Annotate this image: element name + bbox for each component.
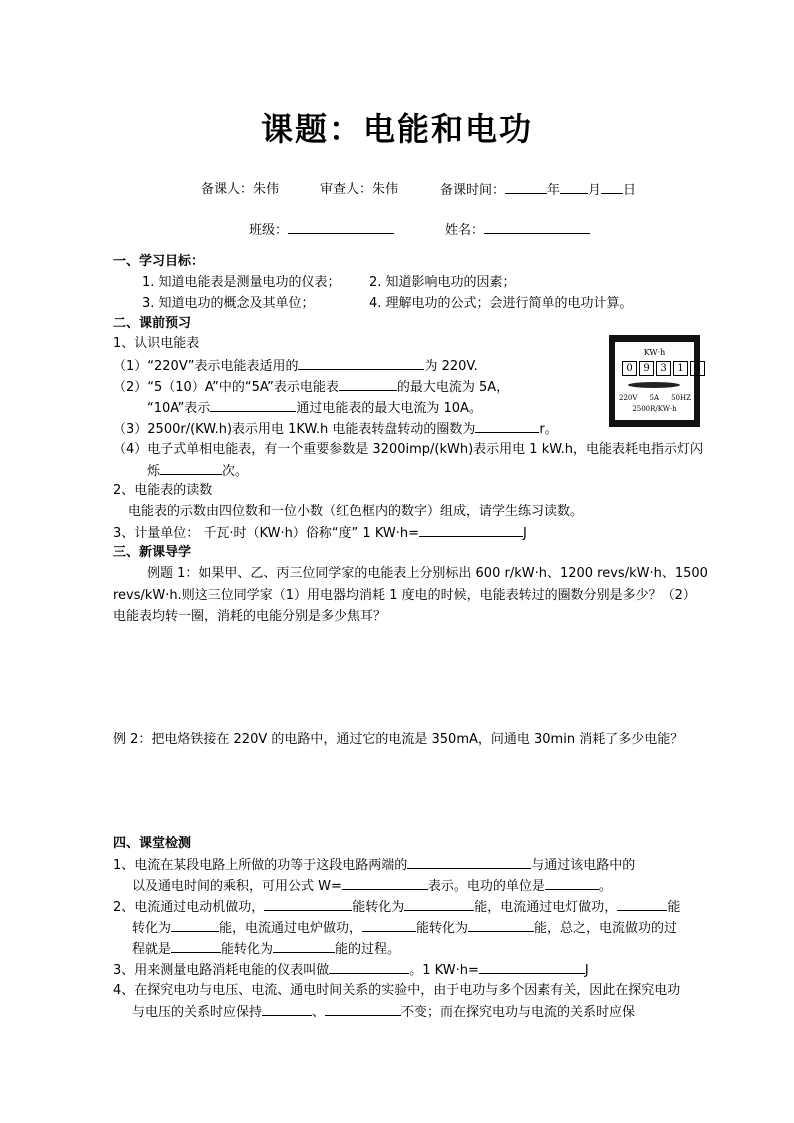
day-label: 日 [623,183,637,198]
meter-digit: 9 [639,361,654,376]
unit-tail: J [523,526,527,541]
q3-tail: r。 [539,422,558,437]
name-blank[interactable] [484,220,590,234]
i2-blank-6[interactable] [468,918,534,932]
i2-blank-3[interactable] [617,897,667,911]
i1e-text: 。 [598,879,612,894]
question-3 [113,419,558,440]
month-blank[interactable] [560,180,588,194]
prep-time-label: 备课时间： [440,183,506,198]
i1-blank-2[interactable] [342,876,428,890]
question-2 [113,377,509,398]
item-2 [113,897,680,918]
i2d-text: 能 [667,900,681,915]
reviewer: 审查人：朱伟 [320,182,399,197]
i2b-text: 能转化为 [352,900,405,915]
reading-text: 电能表的示数由四位数和一位小数（红色框内的数字）组成，请学生练习读数。 [128,504,584,519]
i2g-text: 能转化为 [416,921,469,936]
i2e-text: 转化为 [132,921,172,936]
sub-heading-meter: 1、认识电能表 [113,336,200,351]
i2a-text: 2、电流通过电动机做功， [113,900,265,915]
item-1 [113,855,635,876]
preparer-text: 备课人：朱伟 [201,182,280,197]
class-label: 班级： [249,223,289,238]
example-1-line-3: 电能表均转一圈，消耗的电能分别是多少焦耳？ [113,609,387,624]
i2-blank-8[interactable] [273,939,335,953]
question-4: （4）电子式单相电能表，有一个重要参数是 3200imp/(kWh)表示用电 1 kW.h，电能表耗电指示灯闪 [113,442,703,457]
i2-blank-7[interactable] [171,939,221,953]
unit-text: 3、计量单位： 千瓦·时（KW·h）俗称“度” 1 KW·h= [113,526,420,541]
item-3 [113,960,589,981]
example-1-line-2: revs/kW·h.则这三位同学家（1）用电器均消耗 1 度电的时候，电能表转过的圈数分别是多少？（2） [113,588,696,603]
meter-digit: 6 [690,361,705,376]
i3a-text: 3、用来测量电路消耗电能的仪表叫做 [113,963,330,978]
prep-time [440,180,636,201]
goal-4: 4. 理解电功的公式；会进行简单的电功计算。 [369,296,633,311]
i4-blank-2[interactable] [325,1002,401,1016]
question-4b [147,461,248,482]
i1-text-b: 与通过该电路中的 [531,858,636,873]
meter-volt: 220V [619,394,638,402]
i3-blank-2[interactable] [479,960,585,974]
i2j-text: 能转化为 [221,942,274,957]
item-4: 4、在探究电功与电压、电流、通电时间关系的实验中，由于电功与多个因素有关，因此在探究电功 [113,983,681,998]
q2d-text: 通过电能表的最大电流为 10A。 [296,401,482,416]
i2-blank-1[interactable] [264,897,352,911]
meter-digits [622,361,707,376]
preparer [201,180,279,200]
section-3-heading: 三、新课导学 [113,545,192,560]
i3b-text: 。1 KW·h= [409,963,479,978]
q2-tail: 的最大电流为 5A， [396,380,510,395]
q4b-text: 烁 [147,464,161,479]
goal-2: 2. 知道影响电功的因素； [369,275,516,290]
sub-heading-reading: 2、电能表的读数 [113,483,213,498]
item-1b [132,876,612,897]
i1c-text: 以及通电时间的乘积，可用公式 W= [132,879,342,894]
i4-blank-1[interactable] [262,1002,312,1016]
q2-text: （2）“5（10）A”中的“5A”表示电能表 [113,380,339,395]
unit-line [113,523,527,544]
q3-text: （3）2500r/(KW.h)表示用电 1KW.h 电能表转盘转动的圈数为 [113,422,476,437]
page-title: 课题：电能和电功 [260,110,533,148]
i2i-text: 程就是 [132,942,172,957]
i1-blank-3[interactable] [545,876,599,890]
day-blank[interactable] [601,180,623,194]
section-1-heading: 一、学习目标： [113,254,205,269]
q2-blank-1[interactable] [339,377,397,391]
i4d-text: 不变；而在探究电功与电流的关系时应保 [401,1005,636,1020]
item-4b [132,1002,635,1023]
question-2b [147,398,482,419]
meter-spec [619,394,691,402]
year-label: 年 [547,183,561,198]
meter-face [615,342,701,420]
section-4-heading: 四、课堂检测 [113,836,192,851]
i2f-text: 能，电流通过电炉做功， [219,921,363,936]
name-field [445,220,590,241]
goal-1: 1. 知道电能表是测量电功的仪表； [142,275,341,290]
goal-3: 3. 知道电功的概念及其单位； [142,296,315,311]
i2c-text: 能，电流通过电灯做功， [474,900,618,915]
meter-constant: 2500R/KW·h [632,405,677,413]
month-label: 月 [588,183,602,198]
item-2c [132,939,400,960]
i2-blank-5[interactable] [362,918,416,932]
q4-blank[interactable] [160,461,222,475]
i2h-text: 能，总之，电流做功的过 [534,921,678,936]
i2-blank-2[interactable] [404,897,474,911]
electric-meter-image [609,335,700,427]
meter-digit: 1 [673,361,688,376]
question-1 [113,356,478,377]
example-2: 例 2：把电烙铁接在 220V 的电路中，通过它的电流是 350mA，问通电 30min 消耗了多少电能？ [113,732,684,747]
q3-blank[interactable] [475,419,539,433]
q1-tail: 为 220V. [424,359,478,374]
meter-disc-icon [628,382,680,388]
q4c-text: 次。 [222,464,249,479]
item-2b [132,918,677,939]
class-field [249,220,394,241]
meter-digit: 3 [656,361,671,376]
i4b-text: 与电压的关系时应保持 [132,1005,263,1020]
q1-text: （1）“220V”表示电能表适用的 [113,359,299,374]
i2-blank-4[interactable] [171,918,219,932]
class-blank[interactable] [288,220,394,234]
section-2-heading: 二、课前预习 [113,316,192,331]
i1d-text: 表示。电功的单位是 [427,879,545,894]
i4c-text: 、 [312,1005,326,1020]
example-1-line-1: 例题 1：如果甲、乙、丙三位同学家的电能表上分别标出 600 r/kW·h、1200 revs/kW·h、1500 [147,566,708,581]
meter-amp: 5A [649,394,660,402]
i1-blank-1[interactable] [407,855,531,869]
name-label: 姓名： [445,223,485,238]
q2c-text: “10A”表示 [147,401,211,416]
i2k-text: 能的过程。 [335,942,401,957]
meter-unit: KW·h [643,348,666,357]
meter-digit: 0 [622,361,637,376]
i1-text: 1、电流在某段电路上所做的功等于这段电路两端的 [113,858,408,873]
year-blank[interactable] [505,180,547,194]
q1-blank[interactable] [298,356,424,370]
i3-blank-1[interactable] [329,960,409,974]
unit-blank[interactable] [419,523,523,537]
i3c-text: J [584,963,589,978]
q2-blank-2[interactable] [210,398,296,412]
meter-freq: 50HZ [671,394,691,402]
